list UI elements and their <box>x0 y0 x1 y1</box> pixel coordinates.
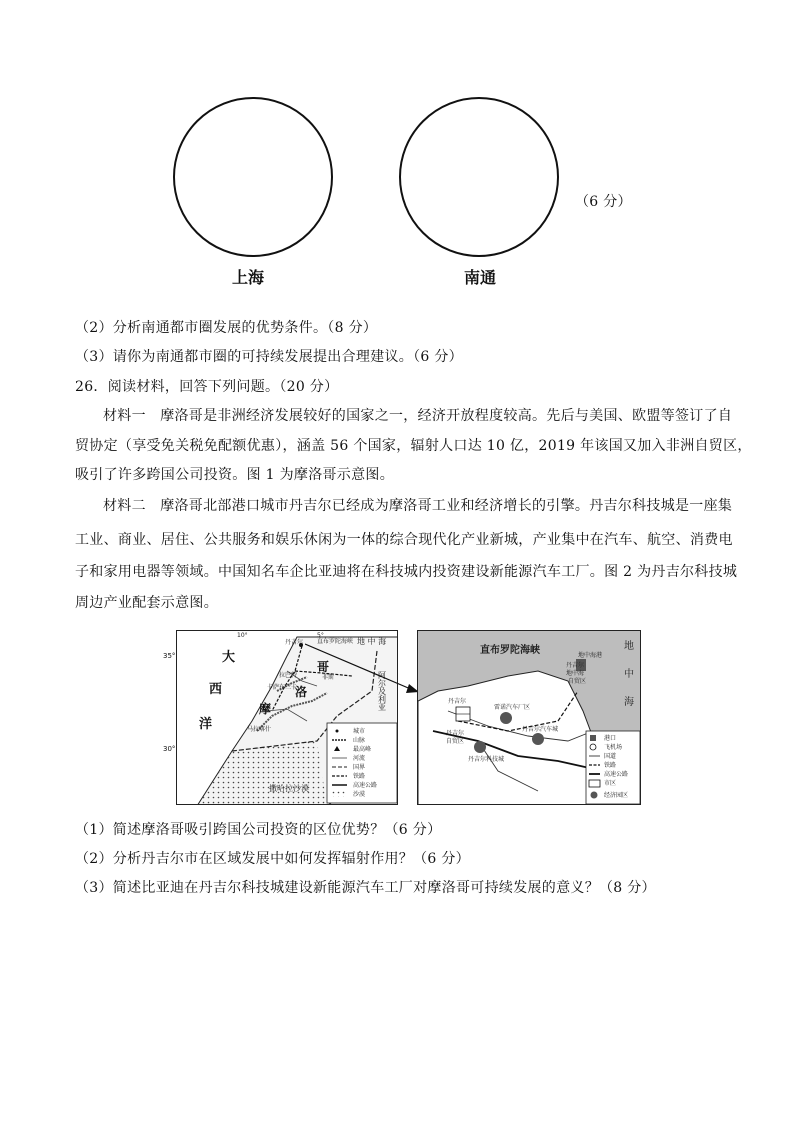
renault-zone <box>500 712 512 724</box>
legend2-railway: 铁路 <box>604 762 617 769</box>
strait-label: 直布罗陀海峡 <box>317 638 354 645</box>
ocean-da: 大 <box>222 650 236 665</box>
tangier-city-label: 丹吉尔 <box>448 698 467 705</box>
fz-label-2: 地中海 <box>566 670 585 677</box>
med-char-3: 海 <box>624 697 634 708</box>
material1-line1: 材料一 摩洛哥是非洲经济发展较好的国家之一，经济开放程度较高。先后与美国、欧盟等签订了自 <box>103 408 733 424</box>
sahara-label: 撒哈拉沙漠 <box>269 784 309 793</box>
legend-railway: 铁路 <box>353 773 366 780</box>
q26-part1: （1）简述摩洛哥吸引跨国公司投资的区位优势？（6 分） <box>75 822 442 838</box>
sahara-area <box>197 741 327 805</box>
strait-label-2: 直布罗陀海峡 <box>480 645 540 656</box>
algeria-label: 阿尔及利亚 <box>377 671 387 711</box>
figure-connector-arrow <box>305 640 425 700</box>
country-ge: 哥 <box>317 660 330 674</box>
tangier-label: 丹吉尔 <box>285 639 304 646</box>
casablanca-label: 卡萨布兰卡 <box>267 684 298 691</box>
legend-desert: 沙漠 <box>353 791 366 798</box>
ocean-yang: 洋 <box>199 717 213 732</box>
fez-label: 非斯 <box>322 674 335 681</box>
material2-line2: 工业、商业、居住、公共服务和娱乐休闲为一体的综合现代化产业新城，产业集中在汽车、航空、消费电 <box>75 532 733 548</box>
legend2-urban: 市区 <box>604 780 617 787</box>
marrakech-label: 马拉喀什 <box>247 726 272 733</box>
q26-part2: （2）分析丹吉尔市在区域发展中如何发挥辐射作用？（6 分） <box>75 851 470 867</box>
material2-line1: 材料二 摩洛哥北部港口城市丹吉尔已经成为摩洛哥工业和经济增长的引擎。丹吉尔科技城是一座集 <box>103 498 733 514</box>
legend-mountain: 山脉 <box>353 737 366 744</box>
legend2-park: 经济园区 <box>604 792 629 799</box>
q25-part2: （2）分析南通都市圈发展的优势条件。（8 分） <box>75 320 378 336</box>
material2-line4: 周边产业配套示意图。 <box>75 595 218 611</box>
ocean-xi: 西 <box>209 682 223 697</box>
figure2-tangier-map <box>417 630 641 805</box>
tfz-label-1: 丹吉尔 <box>446 730 465 737</box>
lat-30-label: 30° <box>163 745 176 753</box>
techcity-zone <box>474 741 486 753</box>
techcity-label: 丹吉尔科技城 <box>468 756 505 763</box>
q26-part3: （3）简述比亚迪在丹吉尔科技城建设新能源汽车工厂对摩洛哥可持续发展的意义？（8 分） <box>75 880 656 896</box>
tfz-label-2: 自贸区 <box>446 738 465 745</box>
q25-part3: （3）请你为南通都市圈的可持续发展提出合理建议。（6 分） <box>75 349 463 365</box>
circle-score: （6 分） <box>575 194 632 210</box>
med-char-2: 中 <box>624 669 634 680</box>
mediterranean-label: 地 中 海 <box>357 637 387 646</box>
med-port-label: 地中海港 <box>578 652 603 659</box>
renault-label: 雷诺汽车厂区 <box>494 704 531 711</box>
fz-label-1: 丹吉尔 <box>566 662 585 669</box>
q26-title: 26．阅读材料，回答下列问题。（20 分） <box>75 379 339 395</box>
material2-line3: 子和家用电器等领域。中国知名车企比亚迪将在科技城内投资建设新能源汽车工厂。图 2 为丹吉尔科技城 <box>75 564 738 580</box>
rabat-label: 拉巴特 <box>279 672 298 679</box>
legend2-port: 港口 <box>604 735 617 742</box>
legend-river: 河流 <box>353 755 366 762</box>
lon-5: 5° <box>317 632 324 639</box>
legend2-road: 国道 <box>604 753 617 760</box>
fz-label-3: 自贸区 <box>568 678 587 685</box>
country-luo: 洛 <box>295 685 308 699</box>
nantong-label: 南通 <box>464 268 497 287</box>
autocity-label: 丹吉尔汽车城 <box>522 726 559 733</box>
lat-35-label: 35° <box>163 652 176 660</box>
legend2-airport: 飞机场 <box>604 744 623 751</box>
shanghai-label: 上海 <box>232 268 265 287</box>
autocity-zone <box>532 733 544 745</box>
country-mo: 摩 <box>259 702 272 716</box>
tangier-map-svg <box>418 631 641 805</box>
legend-city: 城市 <box>353 728 366 735</box>
med-char-1: 地 <box>624 641 634 652</box>
legend-highway: 高速公路 <box>353 782 378 789</box>
material1-line2: 贸协定（享受免关税免配额优惠），涵盖 56 个国家，辐射人口达 10 亿，2019 年该国又加入非洲自贸区， <box>75 438 752 454</box>
legend2-highway: 高速公路 <box>604 771 629 778</box>
shanghai-circle <box>173 97 333 257</box>
legend-peak: 最高峰 <box>353 746 372 753</box>
lon-10: 10° <box>237 632 248 639</box>
nantong-circle <box>399 97 559 257</box>
material1-line3: 吸引了许多跨国公司投资。图 1 为摩洛哥示意图。 <box>75 467 395 483</box>
legend-border: 国界 <box>353 764 366 771</box>
